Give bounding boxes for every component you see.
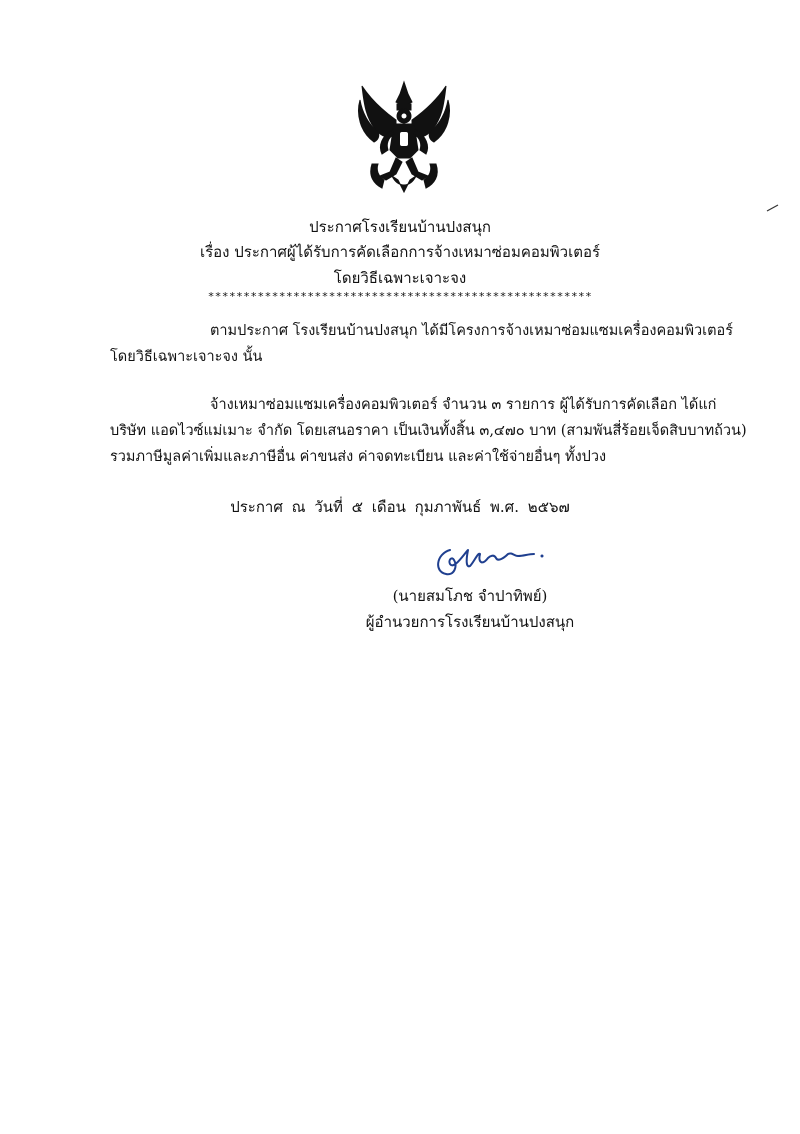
signature-icon (428, 544, 548, 580)
stray-mark-icon (766, 204, 780, 212)
separator-line: ****************************************************** (207, 290, 593, 303)
paragraph-project-text: ตามประกาศ โรงเรียนบ้านปงสนุก ได้มีโครงการจ้างเหมาซ่อมแซมเครื่องคอมพิวเตอร์ โดยวิธีเฉพาะเจาะจง นั้น (110, 323, 734, 365)
announcement-subject: เรื่อง ประกาศผู้ได้รับการคัดเลือกการจ้างเหมาซ่อมคอมพิวเตอร์ (199, 243, 601, 261)
announcement-date: ประกาศ ณ วันที่ ๕ เดือน กุมภาพันธ์ พ.ศ. ๒๕๖๗ (230, 498, 570, 516)
announcement-issuer: ประกาศโรงเรียนบ้านปงสนุก (309, 218, 491, 236)
procurement-method: โดยวิธีเฉพาะเจาะจง (333, 269, 467, 287)
paragraph-award (110, 392, 750, 470)
garuda-emblem-icon (352, 80, 456, 196)
signer-position: ผู้อำนวยการโรงเรียนบ้านปงสนุก (365, 613, 575, 631)
signer-name: (นายสมโภช จำปาทิพย์) (392, 587, 548, 605)
paragraph-award-text: จ้างเหมาซ่อมแซมเครื่องคอมพิวเตอร์ จำนวน ๓ รายการ ผู้ได้รับการคัดเลือก ได้แก่ บริษัท แอดไวซ์แม่เมาะ จำกัด โดยเสนอราคา เป็นเงินทั้งสิ้น ๓,๔๗๐ บาท (สามพันสี่ร้อยเจ็ดสิบบาทถ้วน) รวมภาษีมูลค่าเพิ่มและภาษีอื่น ค่าขนส่ง ค่าจดทะเบียน และค่าใช้จ่ายอื่นๆ ทั้งปวง (110, 397, 747, 465)
paragraph-project (110, 318, 750, 370)
